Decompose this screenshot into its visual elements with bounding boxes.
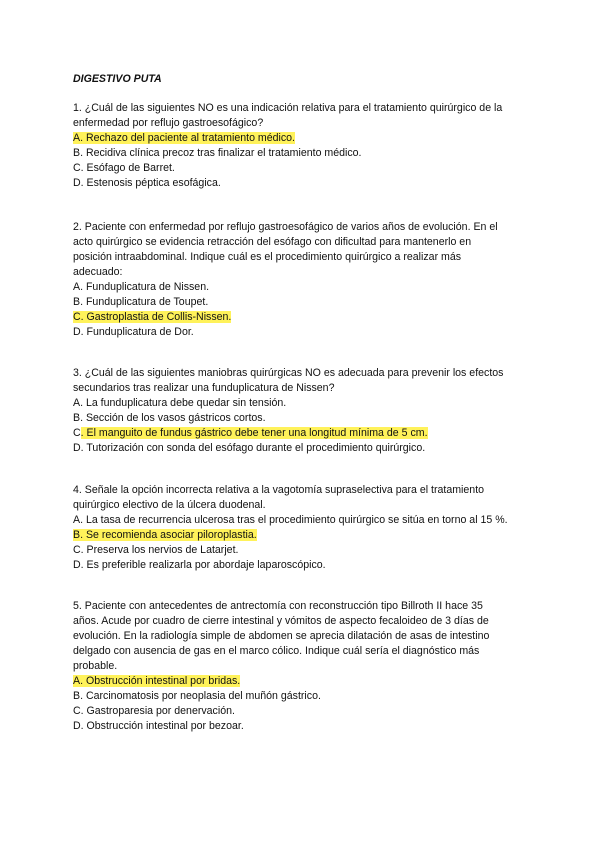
option-c: C. Gastroparesia por denervación.	[73, 705, 235, 717]
question-stem-line: delgado con ausencia de gas en el marco cólico. Indique cuál sería el diagnóstico más	[73, 645, 480, 657]
question-stem-line: quirúrgico electivo de la úlcera duodenal.	[73, 499, 266, 511]
question-stem-line: evolución. En la radiología simple de abdomen se aprecia dilatación de asas de intestino	[73, 630, 490, 642]
question-stem-line: enfermedad por reflujo gastroesofágico?	[73, 117, 264, 129]
highlighted-answer: C. Gastroplastia de Collis-Nissen.	[73, 311, 232, 323]
question-2	[73, 220, 533, 340]
highlighted-answer: . El manguito de fundus gástrico debe tener una longitud mínima de 5 cm.	[80, 427, 428, 439]
option-d: D. Tutorización con sonda del esófago durante el procedimiento quirúrgico.	[73, 442, 426, 454]
question-stem-line: probable.	[73, 660, 118, 672]
question-1	[73, 101, 533, 191]
question-stem-line: 5. Paciente con antecedentes de antrectomía con reconstrucción tipo Billroth II hace 35	[73, 600, 483, 612]
option-c	[73, 310, 533, 325]
option-d: D. Funduplicatura de Dor.	[73, 326, 194, 338]
question-stem-line: 1. ¿Cuál de las siguientes NO es una indicación relativa para el tratamiento quirúrgico de la	[73, 102, 503, 114]
option-d: D. Es preferible realizarla por abordaje laparoscópico.	[73, 559, 326, 571]
option-d: D. Estenosis péptica esofágica.	[73, 177, 221, 189]
option-b: B. Funduplicatura de Toupet.	[73, 296, 209, 308]
document-title: DIGESTIVO PUTA	[73, 73, 162, 85]
option-a	[73, 674, 533, 689]
question-5	[73, 599, 533, 734]
option-d: D. Obstrucción intestinal por bezoar.	[73, 720, 244, 732]
option-a: A. La tasa de recurrencia ulcerosa tras el procedimiento quirúrgico se sitúa en torno al 15 %.	[73, 514, 508, 526]
option-a: A. La funduplicatura debe quedar sin tensión.	[73, 397, 287, 409]
option-b: B. Carcinomatosis por neoplasia del muñón gástrico.	[73, 690, 321, 702]
option-c: C. Preserva los nervios de Latarjet.	[73, 544, 239, 556]
highlighted-answer: A. Obstrucción intestinal por bridas.	[73, 675, 241, 687]
option-b: B. Sección de los vasos gástricos cortos.	[73, 412, 266, 424]
question-stem-line: años. Acude por cuadro de cierre intestinal y vómitos de aspecto fecaloideo de 3 días de	[73, 615, 489, 627]
highlighted-answer: B. Se recomienda asociar piloroplastia.	[73, 529, 257, 541]
option-c: C. Esófago de Barret.	[73, 162, 175, 174]
question-stem-line: 3. ¿Cuál de las siguientes maniobras quirúrgicas NO es adecuada para prevenir los efectos	[73, 367, 504, 379]
question-stem-line: acto quirúrgico se evidencia retracción del esófago con dificultad para mantenerlo en	[73, 236, 472, 248]
option-prefix: C	[73, 427, 81, 439]
question-4	[73, 483, 533, 573]
question-stem-line: 2. Paciente con enfermedad por reflujo gastroesofágico de varios años de evolución. En el	[73, 221, 498, 233]
option-a	[73, 131, 533, 146]
option-a: A. Funduplicatura de Nissen.	[73, 281, 210, 293]
question-stem-line: 4. Señale la opción incorrecta relativa a la vagotomía supraselectiva para el tratamiento	[73, 484, 485, 496]
question-stem-line: secundarios tras realizar una funduplicatura de Nissen?	[73, 382, 335, 394]
option-c	[73, 426, 533, 441]
question-stem-line: posición intraabdominal. Indique cuál es el procedimiento quirúrgico a realizar más	[73, 251, 462, 263]
question-3	[73, 366, 533, 456]
question-stem-line: adecuado:	[73, 266, 123, 278]
option-b	[73, 528, 533, 543]
highlighted-answer: A. Rechazo del paciente al tratamiento médico.	[73, 132, 296, 144]
option-b: B. Recidiva clínica precoz tras finalizar el tratamiento médico.	[73, 147, 362, 159]
